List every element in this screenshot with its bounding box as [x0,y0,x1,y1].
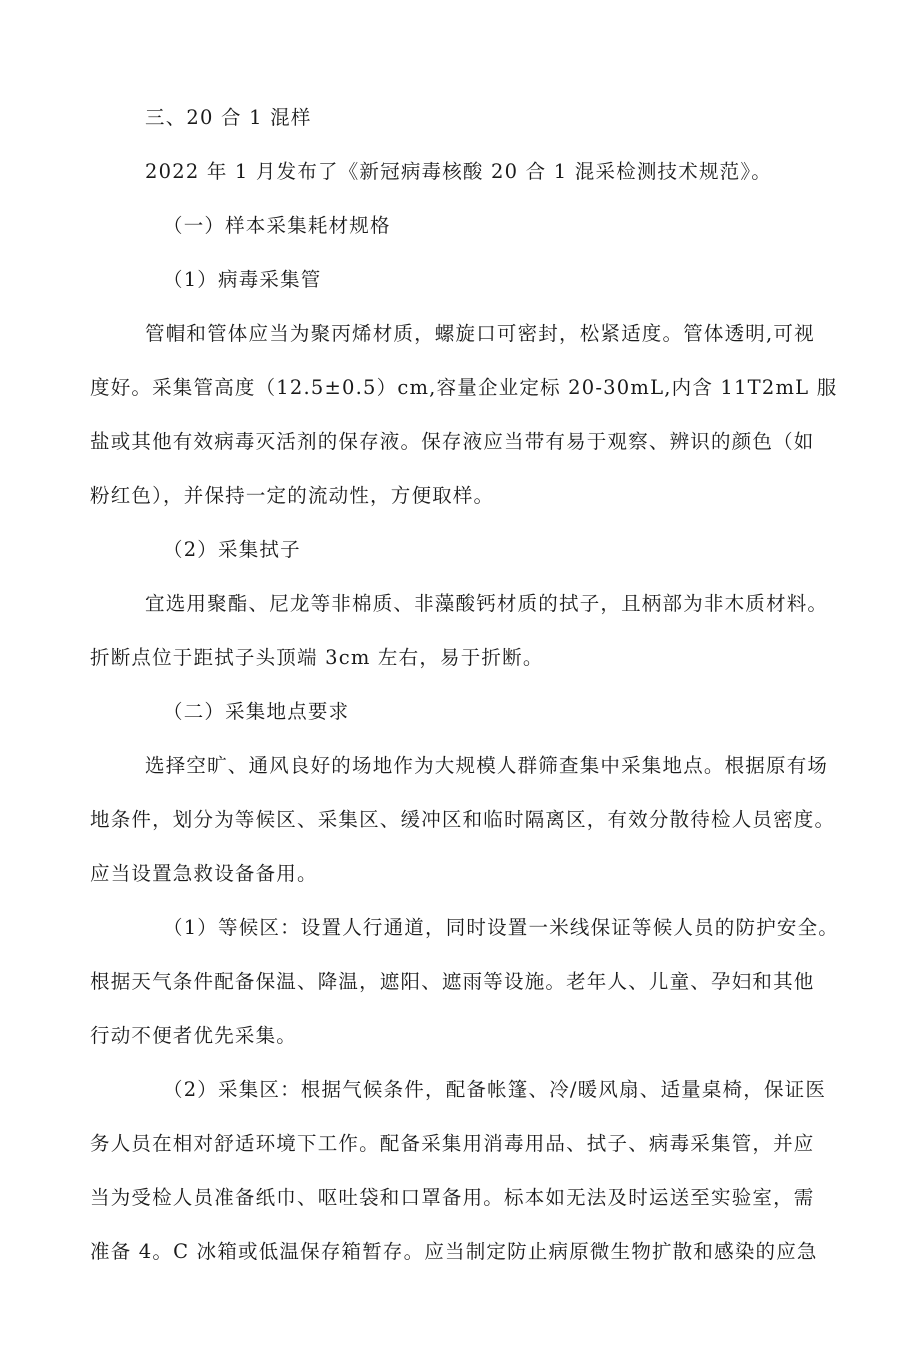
paragraph-line: （2）采集区：根据气候条件，配备帐篷、冷/暖风扇、适量桌椅，保证医 [163,1078,827,1101]
paragraph-line: 务人员在相对舒适环境下工作。配备采集用消毒用品、拭子、病毒采集管，并应 [90,1132,815,1155]
subheading-virus-tube: （1）病毒采集管 [163,268,322,291]
subheading-swab: （2）采集拭子 [163,538,301,561]
paragraph-line: 盐或其他有效病毒灭活剂的保存液。保存液应当带有易于观察、辨识的颜色（如 [90,430,815,453]
subheading-consumables: （一）样本采集耗材规格 [163,214,391,237]
section-heading-20-in-1: 三、20 合 1 混样 [145,106,312,129]
paragraph-line: 应当设置急救设备备用。 [90,862,318,885]
paragraph-line: 度好。采集管高度（12.5±0.5）cm,容量企业定标 20-30mL,内含 11T2mL 服 [90,376,838,399]
paragraph-line: 管帽和管体应当为聚丙烯材质，螺旋口可密封，松紧适度。管体透明,可视 [145,322,815,345]
subheading-site-requirements: （二）采集地点要求 [163,700,350,723]
paragraph-line: 地条件，划分为等候区、采集区、缓冲区和临时隔离区，有效分散待检人员密度。 [90,808,836,831]
paragraph-line: 准备 4。C 冰箱或低温保存箱暂存。应当制定防止病原微生物扩散和感染的应急 [90,1240,818,1263]
paragraph-line: 行动不便者优先采集。 [90,1024,298,1047]
paragraph-line: 折断点位于距拭子头顶端 3cm 左右，易于折断。 [90,646,544,669]
paragraph-line: 根据天气条件配备保温、降温，遮阳、遮雨等设施。老年人、儿童、孕妇和其他 [90,970,815,993]
paragraph-line: （1）等候区：设置人行通道，同时设置一米线保证等候人员的防护安全。 [163,916,840,939]
paragraph-line: 当为受检人员准备纸巾、呕吐袋和口罩备用。标本如无法及时运送至实验室，需 [90,1186,815,1209]
paragraph-line: 粉红色），并保持一定的流动性，方便取样。 [90,484,495,507]
paragraph-line: 宜选用聚酯、尼龙等非棉质、非藻酸钙材质的拭子，且柄部为非木质材料。 [145,592,829,615]
paragraph-line: 选择空旷、通风良好的场地作为大规模人群筛查集中采集地点。根据原有场 [145,754,829,777]
paragraph-line: 2022 年 1 月发布了《新冠病毒核酸 20 合 1 混采检测技术规范》。 [145,160,772,183]
